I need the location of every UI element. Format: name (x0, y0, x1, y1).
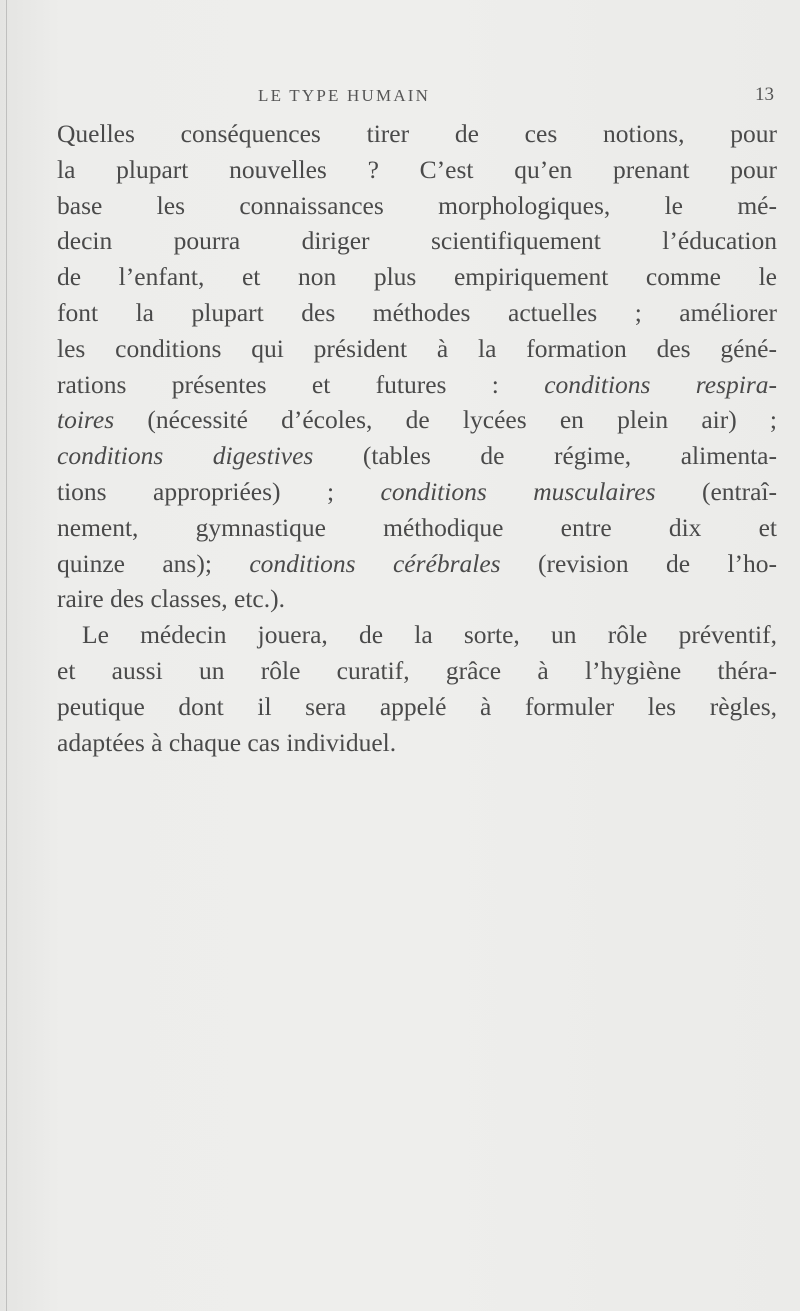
text-run: adaptées à chaque cas individuel. (57, 727, 397, 757)
text-line (57, 295, 777, 331)
italic-text-run: toires (57, 405, 115, 435)
text-line (57, 188, 777, 224)
text-run: (nécessité d’écoles, de lycées en plein air) ; (114, 405, 777, 435)
text-run: decin pourra diriger scientifiquement l’éducation (57, 226, 777, 256)
text-run: Quelles conséquences tirer de ces notions, pour (57, 119, 777, 148)
text-line (57, 546, 777, 582)
italic-text-run: conditions respira- (544, 369, 778, 399)
text-run: et aussi un rôle curatif, grâce à l’hygiène théra- (57, 655, 777, 685)
text-run: tions appropriées) ; (57, 476, 381, 506)
text-line (57, 581, 777, 617)
page-header (0, 86, 800, 116)
text-run: de l’enfant, et non plus empiriquement comme le (57, 262, 777, 292)
text-run: quinze ans); (57, 548, 250, 578)
text-line (57, 510, 777, 546)
italic-text-run: conditions digestives (57, 441, 314, 471)
text-line (57, 223, 777, 259)
text-run: raire des classes, etc.). (57, 584, 285, 614)
running-title: LE TYPE HUMAIN (258, 86, 431, 105)
text-run: (revision de l’ho- (500, 548, 778, 578)
text-run: nement, gymnastique méthodique entre dix et (57, 512, 777, 542)
text-line (57, 689, 777, 725)
text-run: les conditions qui président à la formation des géné- (57, 333, 777, 363)
text-run: font la plupart des méthodes actuelles ; améliorer (57, 297, 777, 327)
text-run: peutique dont il sera appelé à formuler les règles, (57, 691, 777, 721)
text-run: (entraî- (655, 476, 778, 506)
italic-text-run: conditions cérébrales (249, 548, 501, 578)
text-run: la plupart nouvelles ? C’est qu’en prenant pour (57, 154, 777, 184)
text-line (57, 653, 777, 689)
text-line (57, 725, 777, 761)
text-line (57, 259, 777, 295)
page-number: 13 (755, 84, 774, 105)
text-run: (tables de régime, alimenta- (313, 441, 777, 471)
text-line (57, 331, 777, 367)
text-run: base les connaissances morphologiques, le mé- (57, 190, 777, 220)
text-line (57, 617, 777, 653)
italic-text-run: conditions musculaires (380, 476, 656, 506)
text-run: rations présentes et futures : (57, 369, 545, 399)
text-line (57, 116, 777, 152)
text-line (57, 152, 777, 188)
body-text (57, 116, 777, 760)
text-line (57, 474, 777, 510)
page-edge-shadow (6, 0, 7, 1311)
text-line (57, 367, 777, 403)
text-run: Le médecin jouera, de la sorte, un rôle préventif, (82, 620, 777, 650)
text-line (57, 402, 777, 438)
text-line (57, 438, 777, 474)
